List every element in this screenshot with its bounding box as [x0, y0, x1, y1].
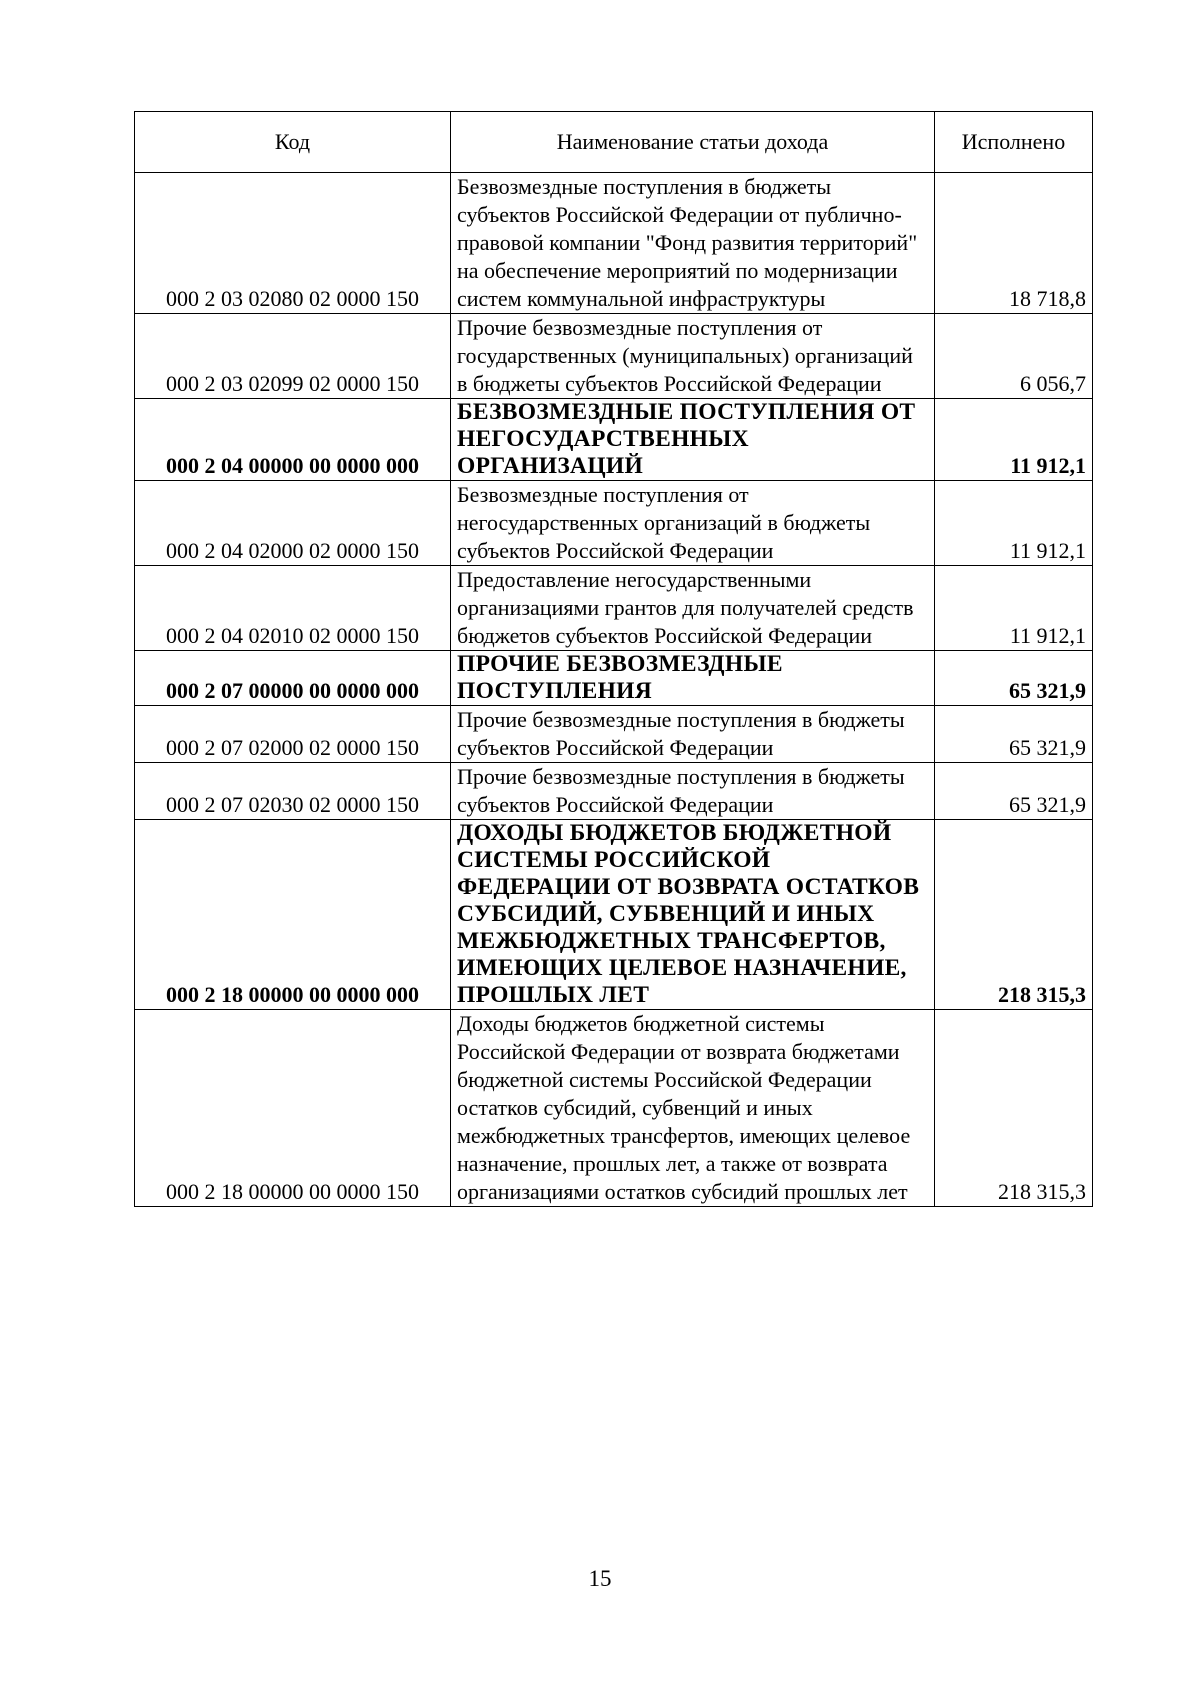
row-sum: 18 718,8: [935, 173, 1093, 314]
table-row: [135, 706, 1093, 763]
row-sum: 11 912,1: [935, 481, 1093, 566]
table-row-section: [135, 651, 1093, 706]
table-header-row: [135, 112, 1093, 173]
revenue-table: [134, 111, 1093, 1207]
table-row: [135, 566, 1093, 651]
row-code: 000 2 18 00000 00 0000 150: [135, 1010, 451, 1207]
header-code: Код: [135, 112, 451, 173]
row-sum: 65 321,9: [935, 763, 1093, 820]
row-code: 000 2 04 00000 00 0000 000: [135, 399, 451, 481]
table-row: [135, 314, 1093, 399]
row-name: Прочие безвозмездные поступления в бюджеты субъектов Российской Федерации: [451, 763, 935, 820]
table-row: [135, 173, 1093, 314]
row-code: 000 2 03 02099 02 0000 150: [135, 314, 451, 399]
table-row-section: [135, 820, 1093, 1010]
row-sum: 11 912,1: [935, 566, 1093, 651]
row-name: ДОХОДЫ БЮДЖЕТОВ БЮДЖЕТНОЙ СИСТЕМЫ РОССИЙСКОЙ ФЕДЕРАЦИИ ОТ ВОЗВРАТА ОСТАТКОВ СУБСИДИЙ, СУБВЕНЦИЙ И ИНЫХ МЕЖБЮДЖЕТНЫХ ТРАНСФЕРТОВ, ИМЕЮЩИХ ЦЕЛЕВОЕ НАЗНАЧЕНИЕ, ПРОШЛЫХ ЛЕТ: [451, 820, 935, 1010]
row-code: 000 2 04 02000 02 0000 150: [135, 481, 451, 566]
row-sum: 218 315,3: [935, 820, 1093, 1010]
row-sum: 218 315,3: [935, 1010, 1093, 1207]
row-code: 000 2 07 02030 02 0000 150: [135, 763, 451, 820]
table-row: [135, 481, 1093, 566]
row-code: 000 2 07 00000 00 0000 000: [135, 651, 451, 706]
row-name: Прочие безвозмездные поступления от государственных (муниципальных) организаций в бюджеты субъектов Российской Федерации: [451, 314, 935, 399]
row-name: БЕЗВОЗМЕЗДНЫЕ ПОСТУПЛЕНИЯ ОТ НЕГОСУДАРСТВЕННЫХ ОРГАНИЗАЦИЙ: [451, 399, 935, 481]
table-row: [135, 1010, 1093, 1207]
row-name: Предоставление негосударственными организациями грантов для получателей средств бюджетов субъектов Российской Федерации: [451, 566, 935, 651]
row-name: Прочие безвозмездные поступления в бюджеты субъектов Российской Федерации: [451, 706, 935, 763]
row-code: 000 2 18 00000 00 0000 000: [135, 820, 451, 1010]
page-number: 15: [588, 1566, 612, 1591]
row-sum: 65 321,9: [935, 706, 1093, 763]
row-name: ПРОЧИЕ БЕЗВОЗМЕЗДНЫЕ ПОСТУПЛЕНИЯ: [451, 651, 935, 706]
row-code: 000 2 04 02010 02 0000 150: [135, 566, 451, 651]
row-code: 000 2 03 02080 02 0000 150: [135, 173, 451, 314]
header-sum: Исполнено: [935, 112, 1093, 173]
row-name: Безвозмездные поступления в бюджеты субъектов Российской Федерации от публично-правовой компании "Фонд развития территорий" на обеспечение мероприятий по модернизации систем коммунальной инфраструктуры: [451, 173, 935, 314]
table-row: [135, 763, 1093, 820]
row-code: 000 2 07 02000 02 0000 150: [135, 706, 451, 763]
row-sum: 6 056,7: [935, 314, 1093, 399]
row-name: Доходы бюджетов бюджетной системы Российской Федерации от возврата бюджетами бюджетной системы Российской Федерации остатков субсидий, субвенций и иных межбюджетных трансфертов, имеющих целевое назначение, прошлых лет, а также от возврата организациями остатков субсидий прошлых лет: [451, 1010, 935, 1207]
row-name: Безвозмездные поступления от негосударственных организаций в бюджеты субъектов Российской Федерации: [451, 481, 935, 566]
row-sum: 65 321,9: [935, 651, 1093, 706]
table-row-section: [135, 399, 1093, 481]
header-name: Наименование статьи дохода: [451, 112, 935, 173]
row-sum: 11 912,1: [935, 399, 1093, 481]
